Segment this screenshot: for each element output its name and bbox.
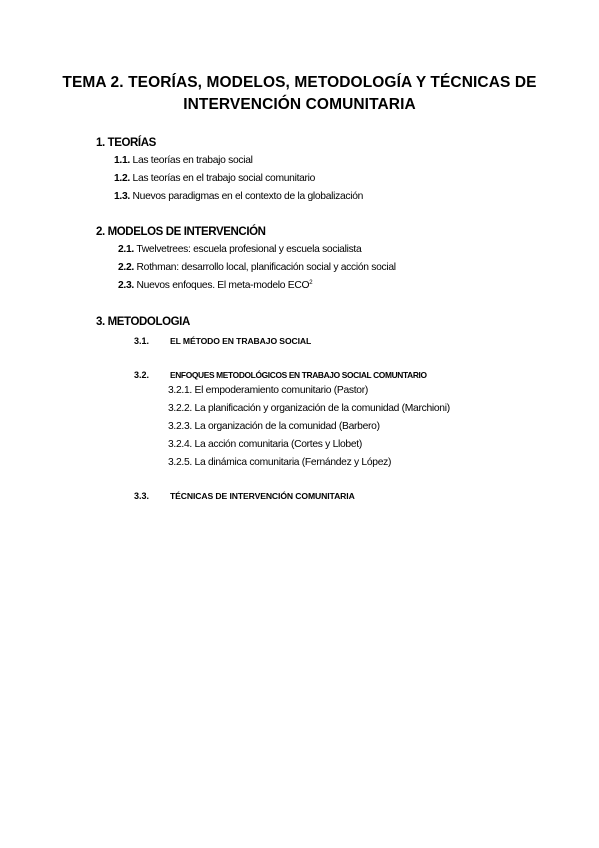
item-text: Rothman: desarrollo local, planificación social y acción social xyxy=(136,262,396,273)
subsection-title-metodo: EL MÉTODO EN TRABAJO SOCIAL xyxy=(170,336,312,346)
subsection-number: 3.1. xyxy=(134,336,150,346)
item-number: 1.1. xyxy=(114,155,130,166)
item-number: 3.2.5. xyxy=(168,457,192,468)
list-item xyxy=(168,439,362,450)
list-item xyxy=(118,262,396,273)
item-number: 2.2. xyxy=(118,262,134,273)
subsection-title-tecnicas: TÉCNICAS DE INTERVENCIÓN COMUNITARIA xyxy=(170,491,355,501)
item-text: La dinámica comunitaria (Fernández y López) xyxy=(194,457,392,468)
item-number: 3.2.2. xyxy=(168,403,192,414)
item-number: 3.2.3. xyxy=(168,421,192,432)
list-item xyxy=(168,403,450,414)
item-text: Las teorías en el trabajo social comunitario xyxy=(132,173,316,184)
item-text: Las teorías en trabajo social xyxy=(132,155,253,166)
section-heading-modelos: 2. MODELOS DE INTERVENCIÓN xyxy=(96,226,266,238)
item-text: La planificación y organización de la comunidad (Marchioni) xyxy=(194,403,450,414)
subsection-number: 3.2. xyxy=(134,370,150,380)
item-text: El empoderamiento comunitario (Pastor) xyxy=(194,385,368,396)
section-heading-metodologia: 3. METODOLOGIA xyxy=(96,316,190,328)
item-number: 1.2. xyxy=(114,173,130,184)
document-title-line-2: INTERVENCIÓN COMUNITARIA xyxy=(183,96,416,113)
item-text: La organización de la comunidad (Barbero) xyxy=(194,421,380,432)
list-item xyxy=(114,191,363,202)
subsection-title-enfoques: ENFOQUES METODOLÓGICOS EN TRABAJO SOCIAL COMUNTARIO xyxy=(170,370,427,380)
list-item xyxy=(118,244,361,255)
list-item xyxy=(168,421,380,432)
list-item xyxy=(168,385,368,396)
item-text: Twelvetrees: escuela profesional y escuela socialista xyxy=(136,244,362,255)
list-item xyxy=(168,457,391,468)
item-number: 2.3. xyxy=(118,280,134,291)
footnote-marker: 2 xyxy=(309,280,313,286)
item-text: Nuevos enfoques. El meta-modelo ECO xyxy=(136,280,310,291)
item-number: 1.3. xyxy=(114,191,130,202)
section-heading-teorias: 1. TEORÍAS xyxy=(96,137,156,149)
item-text: Nuevos paradigmas en el contexto de la globalización xyxy=(132,191,364,202)
subsection-number: 3.3. xyxy=(134,491,150,501)
list-item xyxy=(114,173,315,184)
list-item xyxy=(114,155,253,166)
list-item xyxy=(118,280,312,291)
item-number: 2.1. xyxy=(118,244,134,255)
item-number: 3.2.4. xyxy=(168,439,192,450)
document-title-line-1: TEMA 2. TEORÍAS, MODELOS, METODOLOGÍA Y TÉCNICAS DE xyxy=(62,74,537,91)
item-text: La acción comunitaria (Cortes y Llobet) xyxy=(194,439,362,450)
item-number: 3.2.1. xyxy=(168,385,192,396)
